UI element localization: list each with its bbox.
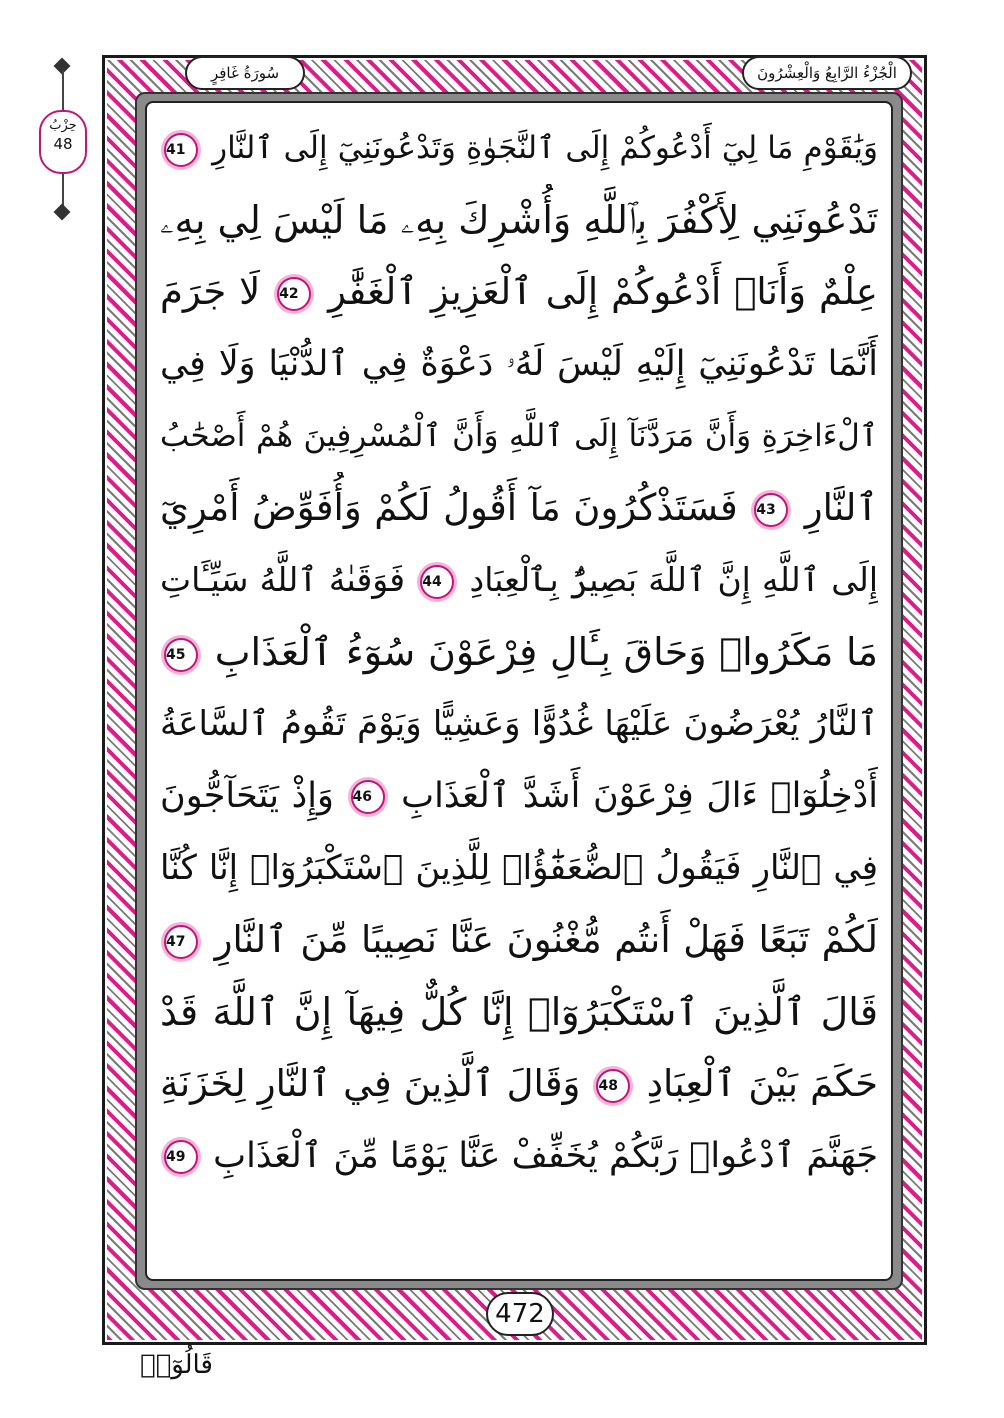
verse-line <box>160 616 878 688</box>
ayah-number-icon: 43 <box>754 493 788 527</box>
hizb-number: 48 <box>53 135 73 153</box>
verse-text: وَيَٰقَوْمِ مَا لِيٓ أَدْعُوكُمْ إِلَى ٱلنَّجَوٰةِ وَتَدْعُونَنِيٓ إِلَى ٱلنَّارِ <box>212 130 878 166</box>
verse-text-continued: وَإِذْ يَتَحَآجُّونَ <box>160 776 334 816</box>
verse-line <box>160 112 878 184</box>
verse-line <box>160 328 878 400</box>
hizb-ornament-bottom-icon <box>54 204 71 221</box>
catchword: قَالُوٓا۟ <box>140 1350 213 1380</box>
verse-text: ٱلنَّارُ يُعْرَضُونَ عَلَيْهَا غُدُوًّا وَعَشِيًّا وَيَوْمَ تَقُومُ ٱلسَّاعَةُ <box>160 704 878 744</box>
verse-text: أَنَّمَا تَدْعُونَنِيٓ إِلَيْهِ لَيْسَ لَهُۥ دَعْوَةٌ فِي ٱلدُّنْيَا وَلَا فِي <box>160 344 878 384</box>
verse-text: إِلَى ٱللَّهِ إِنَّ ٱللَّهَ بَصِيرٌۢ بِٱلْعِبَادِ <box>469 560 878 599</box>
ayah-number-icon: 42 <box>277 277 311 311</box>
verse-text-continued: لَا جَرَمَ <box>160 270 261 313</box>
verse-text: أَدْخِلُوٓا۟ ءَالَ فِرْعَوْنَ أَشَدَّ ٱلْعَذَابِ <box>401 776 878 816</box>
ayah-number-icon: 47 <box>164 925 198 959</box>
verse-text: ٱلنَّارِ <box>804 486 878 529</box>
verse-text: عِلْمٌ وَأَنَا۠ أَدْعُوكُمْ إِلَى ٱلْعَزِيزِ ٱلْغَفَّٰرِ <box>328 270 878 313</box>
verse-text: ٱلْءَاخِرَةِ وَأَنَّ مَرَدَّنَآ إِلَى ٱللَّهِ وَأَنَّ ٱلْمُسْرِفِينَ هُمْ أَصْحَٰبُ <box>160 418 878 454</box>
verse-text: لَكُمْ تَبَعًا فَهَلْ أَنتُم مُّغْنُونَ عَنَّا نَصِيبًا مِّنَ ٱلنَّارِ <box>214 918 878 961</box>
ayah-number-icon: 45 <box>164 638 198 672</box>
hizb-marker <box>35 60 93 220</box>
verse-text-continued: فَوَقَىٰهُ ٱللَّهُ سَيِّـَٔاتِ <box>160 560 406 599</box>
verse-line <box>160 1120 878 1192</box>
hizb-label: حِزْبُ <box>49 118 77 133</box>
verse-line <box>160 400 878 472</box>
verse-text: فِي ٱلنَّارِ فَيَقُولُ ٱلضُّعَفَٰٓؤُا۟ لِلَّذِينَ ٱسْتَكْبَرُوٓا۟ إِنَّا كُنَّا <box>160 848 878 888</box>
verse-text: جَهَنَّمَ ٱدْعُوا۟ رَبَّكُمْ يُخَفِّفْ عَنَّا يَوْمًا مِّنَ ٱلْعَذَابِ <box>213 1136 878 1176</box>
verse-line <box>160 688 878 760</box>
verse-text: مَا مَكَرُوا۟ وَحَاقَ بِـَٔالِ فِرْعَوْنَ سُوٓءُ ٱلْعَذَابِ <box>214 630 878 674</box>
verse-line <box>160 832 878 904</box>
verse-line <box>160 184 878 256</box>
verse-line <box>160 976 878 1048</box>
verse-text-continued: فَسَتَذْكُرُونَ مَآ أَقُولُ لَكُمْ وَأُفَوِّضُ أَمْرِيٓ <box>160 486 738 529</box>
juz-title: الْجُزْءُ الرَّابِعُ وَالْعِشْرُونَ <box>742 56 912 90</box>
ayah-number-icon: 49 <box>164 1140 198 1174</box>
verse-text-continued: وَقَالَ ٱلَّذِينَ فِي ٱلنَّارِ لِخَزَنَةِ <box>160 1062 581 1105</box>
ayah-number-icon: 48 <box>596 1069 630 1103</box>
ayah-number-icon: 46 <box>351 780 385 814</box>
verse-line <box>160 1048 878 1120</box>
surah-title: سُورَةُ غَافِرٍ <box>185 56 305 90</box>
verse-line <box>160 256 878 328</box>
verse-text: حَكَمَ بَيْنَ ٱلْعِبَادِ <box>646 1062 878 1105</box>
ayah-number-icon: 44 <box>420 565 454 599</box>
ayah-number-icon: 41 <box>164 133 198 167</box>
verse-line <box>160 760 878 832</box>
hizb-badge <box>39 110 87 174</box>
verse-text: قَالَ ٱلَّذِينَ ٱسْتَكْبَرُوٓا۟ إِنَّا كُلٌّ فِيهَآ إِنَّ ٱللَّهَ قَدْ <box>160 990 878 1034</box>
verse-line <box>160 544 878 616</box>
hizb-stem-top <box>62 70 64 112</box>
quran-text <box>160 112 878 1267</box>
verse-line <box>160 904 878 976</box>
verse-line <box>160 472 878 544</box>
page-number: 472 <box>486 1292 554 1336</box>
verse-text: تَدْعُونَنِي لِأَكْفُرَ بِٱللَّهِ وَأُشْرِكَ بِهِۦ مَا لَيْسَ لِي بِهِۦ <box>160 198 878 242</box>
